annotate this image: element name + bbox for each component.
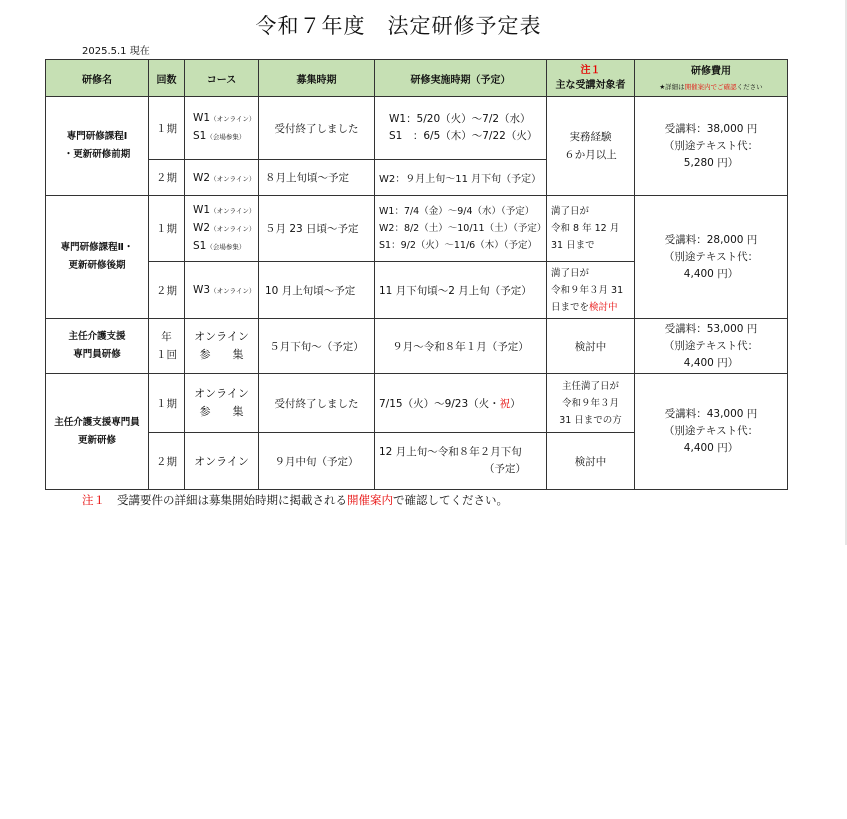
fee-line: 4,400 円） — [683, 356, 739, 369]
fee-line: 4,400 円） — [683, 442, 739, 454]
target-cell — [547, 97, 635, 196]
course-line: オンライン — [194, 387, 249, 400]
fee-note-red: 開催案内でご確認 — [684, 83, 737, 91]
term-cell: １期 — [149, 196, 185, 262]
course-cell — [185, 160, 259, 196]
header-fee — [635, 60, 788, 97]
header-recruit: 募集時期 — [259, 60, 375, 97]
course-code: W3 — [193, 284, 211, 296]
course-code: W1 — [193, 203, 211, 216]
period-cell: 11 月下旬頃～2 月上旬（予定） — [375, 262, 547, 319]
training-name-line: 更新研修 — [77, 434, 116, 446]
footnote-mark: 注１ — [82, 493, 105, 507]
fee-line: （別途テキスト代： — [663, 425, 759, 437]
table-row — [46, 374, 788, 433]
period-cell — [375, 97, 547, 160]
recruit-cell: ５月下旬～（予定） — [259, 319, 375, 374]
target-line: 日までを — [551, 301, 590, 313]
footnote-text: 受講要件の詳細は募集開始時期に掲載される — [117, 493, 347, 507]
training-name-line: 専門員研修 — [73, 349, 121, 360]
course-tag: （オンライン） — [210, 174, 256, 183]
training-name — [46, 97, 149, 196]
fee-note-pre: ★詳細は — [659, 83, 685, 91]
header-target — [547, 60, 635, 97]
as-of-date: 2025.5.1 現在 — [82, 46, 150, 57]
training-name-line: 主任介護支援専門員 — [54, 416, 140, 428]
period-line: S1：9/2（火）～11/6（木）（予定） — [379, 240, 537, 251]
footnote-text: で確認してください。 — [393, 493, 508, 507]
term-cell: ２期 — [149, 262, 185, 319]
course-code: S1 — [193, 130, 207, 142]
recruit-cell: ５月 23 日頃～予定 — [259, 196, 375, 262]
course-code: W2 — [193, 171, 211, 184]
period-line: W2：8/2（土）～10/11（土）（予定） — [379, 223, 547, 234]
course-line: 参 集 — [199, 348, 244, 361]
footnote-link-text: 開催案内 — [347, 493, 393, 507]
fee-cell — [635, 374, 788, 490]
course-tag: （オンライン） — [210, 224, 256, 233]
training-name — [46, 374, 149, 490]
term-cell: １期 — [149, 374, 185, 433]
course-tag: （オンライン） — [210, 115, 256, 123]
course-code: W1 — [193, 112, 211, 124]
training-name-line: 主任介護支援 — [68, 331, 126, 342]
period-cell — [375, 196, 547, 262]
target-cell — [547, 196, 635, 262]
target-label: 主な受講対象者 — [555, 80, 626, 91]
period-line: （予定） — [484, 463, 526, 475]
course-cell — [185, 97, 259, 160]
period-line: W1：5/20（火）～7/2（水） — [389, 113, 531, 125]
recruit-cell: ９月中旬（予定） — [259, 433, 375, 490]
fee-header-note — [637, 82, 785, 91]
table-row — [46, 319, 788, 374]
term-cell — [149, 319, 185, 374]
header-period: 研修実施時期（予定） — [375, 60, 547, 97]
table-row — [46, 196, 788, 262]
training-name-line: 専門研修課程Ⅰ — [66, 131, 128, 142]
term-cell: ２期 — [149, 433, 185, 490]
course-cell: オンライン — [185, 433, 259, 490]
period-cell: W2：９月上旬～11 月下旬（予定） — [375, 160, 547, 196]
course-cell — [185, 196, 259, 262]
header-row — [46, 60, 788, 97]
target-line: ６か月以上 — [564, 149, 617, 161]
recruit-cell: 受付終了しました — [259, 374, 375, 433]
fee-note-post: ください — [736, 83, 763, 91]
fee-cell — [635, 97, 788, 196]
header-name: 研修名 — [46, 60, 149, 97]
period-cell — [375, 433, 547, 490]
period-line: 12 月上旬～令和８年２月下旬 — [379, 446, 522, 458]
term-line: １回 — [156, 349, 177, 361]
target-line: 満了日が — [551, 206, 590, 217]
target-line: 31 日までの方 — [559, 414, 622, 426]
course-tag: （会場参集） — [206, 242, 246, 251]
training-name — [46, 319, 149, 374]
fee-line: （別途テキスト代： — [663, 140, 759, 152]
footnote — [82, 492, 508, 508]
course-tag: （オンライン） — [210, 287, 256, 295]
target-line: 満了日が — [551, 267, 590, 279]
target-line: 令和 8 年 12 月 — [551, 223, 620, 234]
recruit-cell: 受付終了しました — [259, 97, 375, 160]
target-cell: 検討中 — [547, 319, 635, 374]
course-code: W2 — [193, 221, 211, 234]
course-line: オンライン — [194, 330, 249, 343]
fee-cell — [635, 196, 788, 319]
course-cell — [185, 374, 259, 433]
training-name-line: 専門研修課程Ⅱ・ — [60, 242, 134, 253]
fee-line: 5,280 円） — [683, 157, 739, 169]
target-cell — [547, 374, 635, 433]
fee-line: 受講料：53,000 円 — [664, 322, 758, 335]
target-line: 令和９年３月 — [561, 397, 619, 409]
target-line: 主任満了日が — [561, 380, 619, 392]
term-cell: ２期 — [149, 160, 185, 196]
fee-line: （別途テキスト代： — [663, 251, 759, 263]
page-title: 令和７年度 法定研修予定表 — [255, 14, 542, 38]
course-cell — [185, 262, 259, 319]
training-name — [46, 196, 149, 319]
fee-cell — [635, 319, 788, 374]
recruit-cell: 10 月上旬頃～予定 — [259, 262, 375, 319]
header-course: コース — [185, 60, 259, 97]
course-cell — [185, 319, 259, 374]
note-mark: 注１ — [580, 65, 601, 76]
term-line: 年 — [161, 331, 172, 343]
period-line: 7/15（火）～9/23（火・ — [379, 397, 500, 410]
period-cell — [375, 374, 547, 433]
period-cell: ９月～令和８年１月（予定） — [375, 319, 547, 374]
course-tag: （オンライン） — [210, 206, 256, 215]
term-cell: １期 — [149, 97, 185, 160]
course-line: 参 集 — [199, 405, 244, 418]
target-cell — [547, 262, 635, 319]
fee-line: 受講料：38,000 円 — [664, 123, 758, 135]
target-cell: 検討中 — [547, 433, 635, 490]
target-status-red: 検討中 — [589, 301, 618, 313]
target-line: 31 日まで — [551, 240, 595, 251]
header-count: 回数 — [149, 60, 185, 97]
course-code: S1 — [193, 239, 207, 252]
training-name-line: ・更新研修前期 — [63, 149, 131, 160]
target-line: 令和９年３月 31 — [551, 284, 624, 296]
fee-line: 受講料：43,000 円 — [664, 408, 758, 420]
fee-line: 4,400 円） — [683, 268, 739, 280]
period-line: S1 ：6/5（木）～7/22（火） — [389, 130, 538, 142]
course-tag: （会場参集） — [206, 133, 246, 141]
target-line: 実務経験 — [569, 131, 612, 143]
period-line: ） — [510, 397, 521, 410]
fee-label: 研修費用 — [691, 66, 731, 77]
training-schedule-table — [45, 59, 788, 490]
period-line: W1：7/4（金）～9/4（水）（予定） — [379, 206, 535, 217]
holiday-mark: 祝 — [499, 397, 511, 410]
fee-line: （別途テキスト代： — [663, 339, 759, 352]
table-row — [46, 97, 788, 160]
training-name-line: 更新研修後期 — [68, 260, 126, 271]
recruit-cell: ８月上旬頃～予定 — [259, 160, 375, 196]
fee-line: 受講料：28,000 円 — [664, 234, 758, 246]
